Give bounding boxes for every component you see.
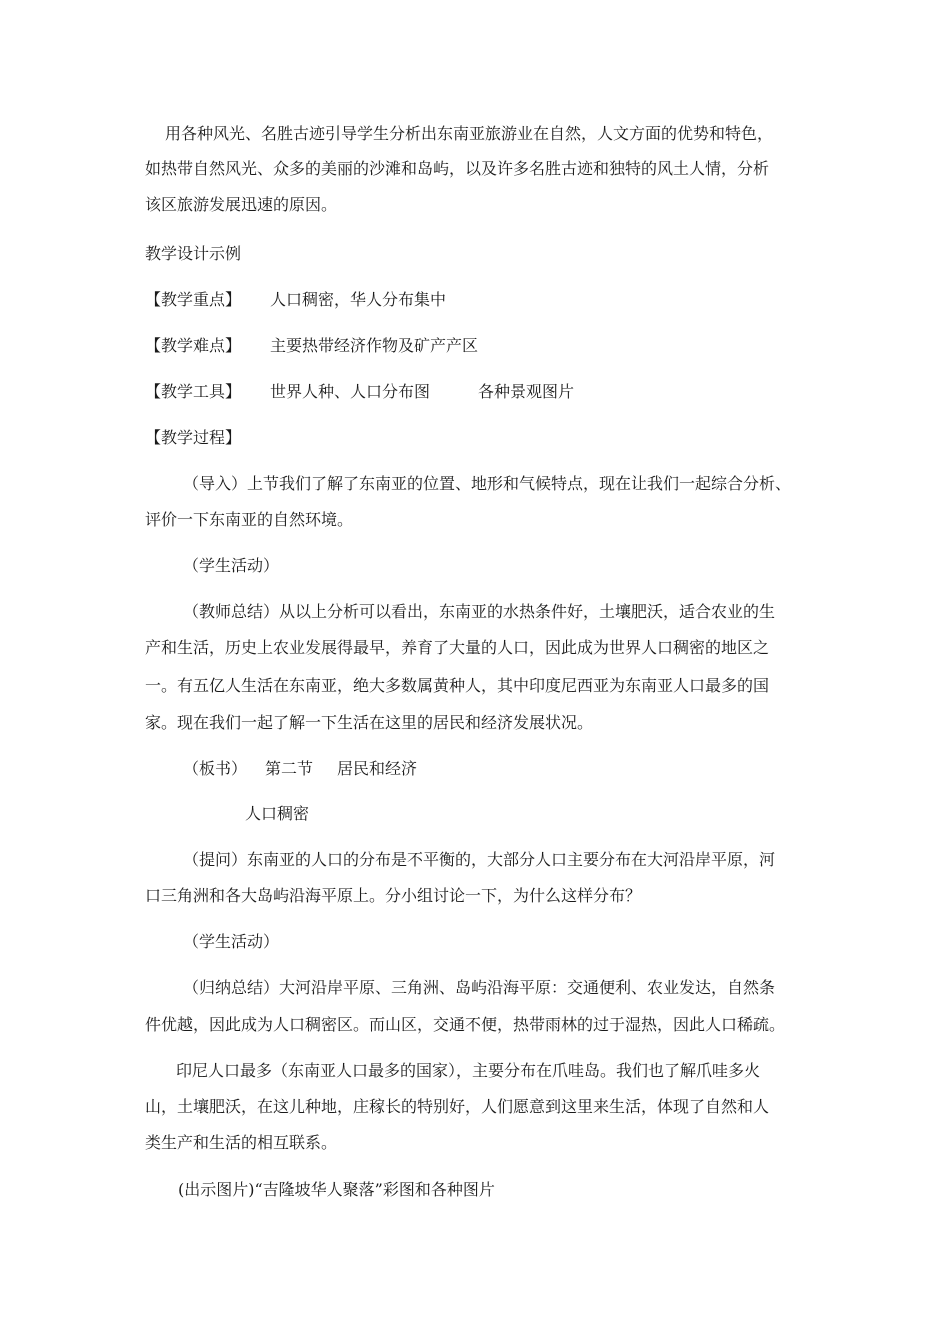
- tools-value-1: 世界人种、人口分布图: [270, 382, 431, 401]
- question-line-1: （提问）东南亚的人口的分布是不平衡的，大部分人口主要分布在大河沿岸平原，河: [183, 850, 776, 869]
- difficulty-row: [145, 336, 478, 356]
- lead-in-line-2: 评价一下东南亚的自然环境。: [145, 510, 354, 529]
- tools-label: 【教学工具】: [145, 382, 242, 401]
- teacher-summary-line-3: 一。有五亿人生活在东南亚，绝大多数属黄种人，其中印度尼西亚为东南亚人口最多的国: [145, 676, 770, 695]
- difficulty-label: 【教学难点】: [145, 336, 242, 355]
- board-section: 第二节: [265, 759, 314, 778]
- board-label: （板书）: [183, 759, 248, 778]
- conclusion-line-1: （归纳总结）大河沿岸平原、三角洲、岛屿沿海平原：交通便利、农业发达，自然条: [183, 978, 776, 997]
- indonesia-line-3: 类生产和生活的相互联系。: [145, 1133, 338, 1152]
- board-title: 居民和经济: [337, 759, 418, 778]
- show-picture-line: (出示图片)“吉隆坡华人聚落”彩图和各种图片: [178, 1180, 495, 1199]
- indonesia-line-2: 山，土壤肥沃，在这儿种地，庄稼长的特别好，人们愿意到这里来生活，体现了自然和人: [145, 1097, 770, 1116]
- student-activity-2: （学生活动）: [183, 932, 280, 951]
- teacher-summary-line-2: 产和生活，历史上农业发展得最早，养育了大量的人口，因此成为世界人口稠密的地区之: [145, 638, 770, 657]
- subheading: 人口稠密: [245, 804, 310, 823]
- conclusion-line-2: 件优越，因此成为人口稠密区。而山区，交通不便，热带雨林的过于湿热，因此人口稀疏。: [145, 1015, 786, 1034]
- student-activity-1: （学生活动）: [183, 556, 280, 575]
- indonesia-line-1: 印尼人口最多（东南亚人口最多的国家），主要分布在爪哇岛。我们也了解爪哇多火: [176, 1061, 761, 1080]
- teacher-summary-line-1: （教师总结）从以上分析可以看出，东南亚的水热条件好，土壤肥沃，适合农业的生: [183, 602, 776, 621]
- intro-line-2: 如热带自然风光、众多的美丽的沙滩和岛屿，以及许多名胜古迹和独特的风土人情，分析: [145, 159, 770, 178]
- design-title: 教学设计示例: [145, 244, 242, 263]
- tools-value-2: 各种景观图片: [478, 382, 575, 401]
- intro-line-3: 该区旅游发展迅速的原因。: [145, 195, 338, 214]
- teacher-summary-line-4: 家。现在我们一起了解一下生活在这里的居民和经济发展状况。: [145, 713, 594, 732]
- board-row: [183, 759, 417, 779]
- tools-row: [145, 382, 574, 402]
- key-point-label: 【教学重点】: [145, 290, 242, 309]
- intro-line-1: 用各种风光、名胜古迹引导学生分析出东南亚旅游业在自然，人文方面的优势和特色，: [165, 124, 774, 143]
- question-line-2: 口三角洲和各大岛屿沿海平原上。分小组讨论一下，为什么这样分布？: [145, 886, 642, 905]
- key-point-value: 人口稠密，华人分布集中: [270, 290, 447, 309]
- process-label: 【教学过程】: [145, 428, 242, 447]
- key-point-row: [145, 290, 446, 310]
- difficulty-value: 主要热带经济作物及矿产产区: [270, 336, 479, 355]
- lead-in-line-1: （导入）上节我们了解了东南亚的位置、地形和气候特点，现在让我们一起综合分析、: [183, 474, 792, 493]
